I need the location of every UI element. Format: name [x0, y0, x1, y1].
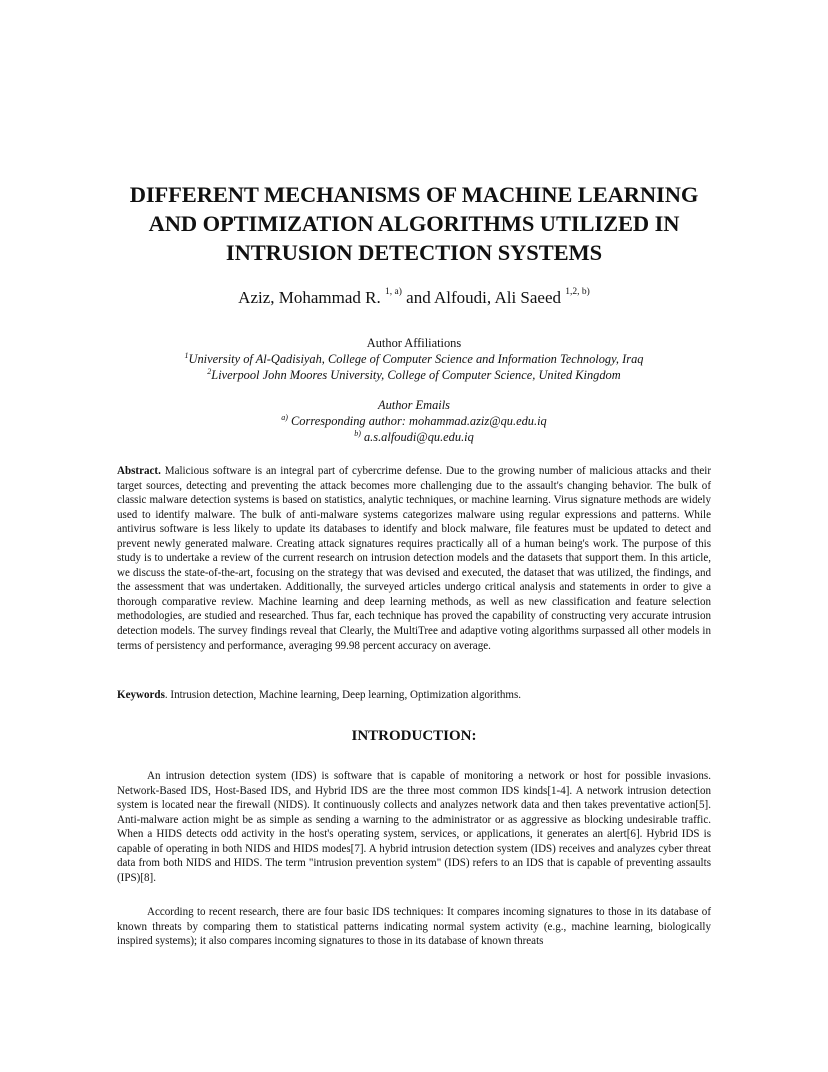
author-name: Aziz, Mohammad R. — [238, 288, 381, 307]
author-affiliations — [60, 335, 768, 383]
author-superscript: 1,2, b) — [565, 287, 590, 297]
author-superscript: 1, a) — [385, 287, 402, 297]
author-conjunction: and — [406, 288, 431, 307]
abstract-text: Malicious software is an integral part of cybercrime defense. Due to the growing number of malicious attacks and their target sources, detecting and preventing the attack becomes more challenging due to the assault's changing behavior. The bulk of classic malware detection systems is based on statistics, analytic techniques, or machine learning. Virus signature methods are widely used to identify malware. The bulk of anti-malware systems categorizes malware using regular expressions and patterns. While antivirus software is less likely to update its databases to identify and block malware, file features must be updated to detect and prevent newly generated malware. Creating attack signatures requires practically all of a human being's work. The purpose of this study is to undertake a review of the current research on intrusion detection models and the datasets that support them. In this article, we discuss the state-of-the-art, focusing on the strategy that was devised and executed, the dataset that was utilized, the findings, and the assessment that was undertaken. Additionally, the surveyed articles undergo critical analysis and statements in order to give a thorough comparative review. Machine learning and deep learning methods, as well as new classification and feature selection methodologies, are studied and researched. Thus far, each technique has proved the capability of constructing very accurate intrusion detection models. The survey findings reveal that Clearly, the MultiTree and adaptive voting algorithms surpassed all other models in terms of persistency and performance, averaging 99.98 percent accuracy on average. — [117, 465, 711, 652]
affiliations-heading: Author Affiliations — [366, 336, 462, 350]
author-name: Alfoudi, Ali Saeed — [434, 288, 562, 307]
email-item — [60, 429, 768, 445]
section-heading: INTRODUCTION: — [351, 728, 477, 744]
title-line: INTRUSION DETECTION SYSTEMS — [225, 240, 603, 265]
author-emails — [60, 397, 768, 445]
body-paragraph: According to recent research, there are four basic IDS techniques: It compares incoming signatures to those in its database of known threats by comparing them to statistical patterns indicating normal system activity (e.g., machine learning, biologically inspired systems); it also compares incoming signatures to those in its database of known threats — [117, 906, 711, 948]
affiliation-text: University of Al-Qadisiyah, College of Computer Science and Information Technology, Iraq — [188, 352, 644, 366]
email-text: a.s.alfoudi@qu.edu.iq — [363, 430, 474, 444]
keywords-text: . Intrusion detection, Machine learning, Deep learning, Optimization algorithms. — [164, 689, 522, 701]
paper-title — [60, 180, 768, 267]
affiliation-item — [60, 367, 768, 383]
email-mark: b) — [354, 429, 361, 438]
affiliation-text: Liverpool John Moores University, College of Computer Science, United Kingdom — [211, 368, 621, 382]
affiliation-mark: 2 — [207, 367, 212, 376]
title-line: DIFFERENT MECHANISMS OF MACHINE LEARNING — [129, 182, 699, 207]
affiliation-item — [60, 351, 768, 367]
body-paragraph: An intrusion detection system (IDS) is software that is capable of monitoring a network or host for possible invasions. Network-Based IDS, Host-Based IDS, and Hybrid IDS are the three most common IDS kinds[1-4]. A network intrusion detection system is located near the firewall (NIDS). It continuously collects and analyzes network data and then takes preventative action[5]. Anti-malware action might be as simple as sending a warning to the administrator or as aggressive as blocking undesirable traffic. When a HIDS detects odd activity in the host's operating system, services, or applications, it generates an alert[6]. Hybrid IDS is capable of operating in both NIDS and HIDS modes[7]. A hybrid intrusion detection system (IDS) receives and analyzes cyber threat data from both NIDS and HIDS. The term "intrusion prevention system" (IDS) refers to an IDS that is capable of preventing assaults (IPS)[8]. — [117, 770, 711, 884]
abstract — [117, 464, 711, 653]
email-text: Corresponding author: mohammad.aziz@qu.edu.iq — [291, 414, 547, 428]
emails-heading: Author Emails — [378, 398, 450, 412]
email-item — [60, 413, 768, 429]
author-line — [60, 287, 768, 309]
title-line: AND OPTIMIZATION ALGORITHMS UTILIZED IN — [148, 211, 680, 236]
abstract-label: Abstract. — [117, 465, 161, 477]
affiliation-mark: 1 — [184, 351, 189, 360]
keywords — [117, 688, 711, 703]
email-mark: a) — [281, 413, 288, 422]
keywords-label: Keywords — [117, 689, 165, 701]
